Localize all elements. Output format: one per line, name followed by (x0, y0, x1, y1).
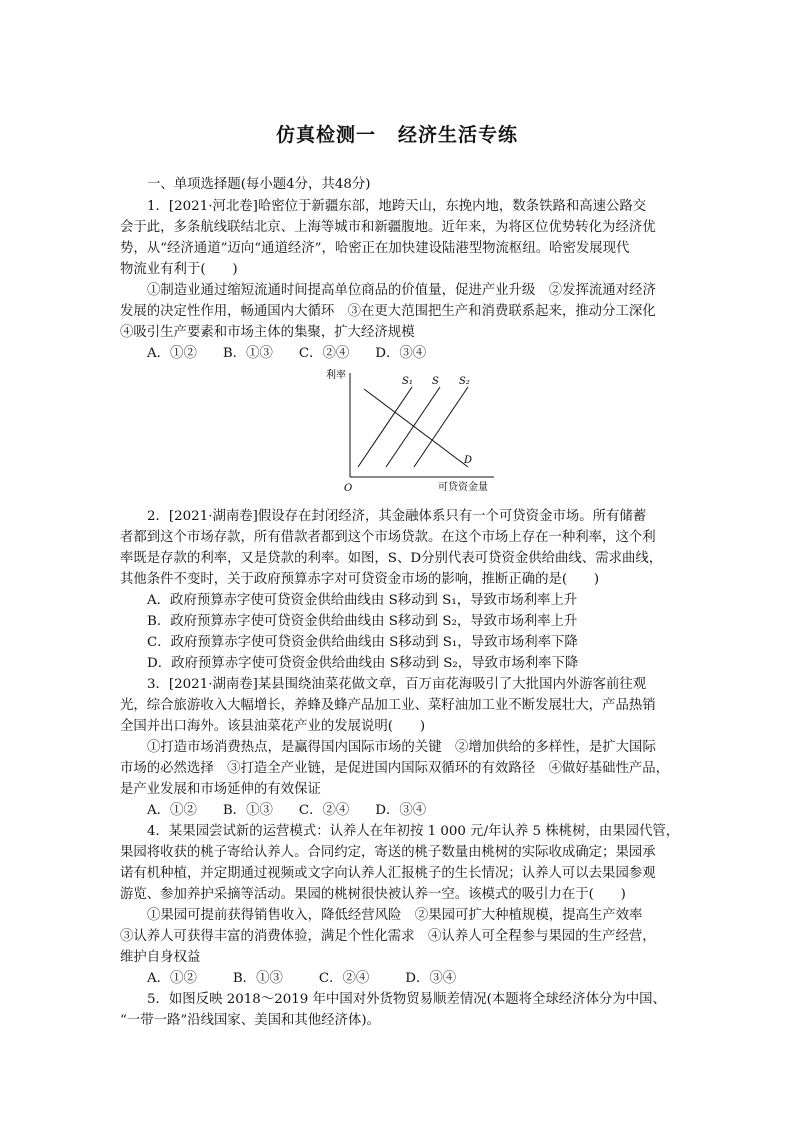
q2-line: 其他条件不变时，关于政府预算赤字对可贷资金市场的影响，推断正确的是( ) (120, 572, 600, 587)
q2-line: 2．[2021·湖南卷]假设存在封闭经济，其金融体系只有一个可贷资金市场。所有储蓄 (147, 509, 647, 524)
q3-line: 是产业发展和市场延伸的有效保证 (120, 782, 321, 797)
curve-s (386, 387, 440, 467)
option-a[interactable]: A．①② (147, 971, 197, 986)
q4-line: ③认养人可获得丰富的消费体验，满足个性化需求 ④认养人可全程参与果园的生产经营， (120, 929, 656, 944)
q4-line: ①果园可提前获得销售收入，降低经营风险 ②果园可扩大种植规模，提高生产效率 (147, 908, 643, 923)
q1-line: 1．[2021·河北卷]哈密位于新疆东部，地跨天山，东挽内地，数条铁路和高速公路交 (147, 199, 647, 214)
option-c[interactable]: C．②④ (298, 346, 350, 361)
q3-line: ①打造市场消费热点，是赢得国内国际市场的关键 ②增加供给的多样性，是扩大国际 (147, 740, 656, 755)
supply-demand-figure (322, 367, 502, 497)
option-c[interactable]: C．②④ (298, 803, 350, 818)
option-c[interactable]: C．②④ (318, 971, 370, 986)
curve-s2 (414, 387, 468, 467)
q3-line: 市场的必然选择 ③打造全产业链，是促进国内国际双循环的有效路径 ④做好基础性产品， (120, 761, 670, 776)
q5-line: “一带一路”沿线国家、美国和其他经济体)。 (120, 1013, 380, 1028)
q3-line: 光，综合旅游收入大幅增长，养蜂及蜂产品加工业、菜籽油加工业不断发展壮大，产品热销 (120, 698, 656, 713)
x-axis-label: 可贷资金量 (438, 482, 488, 493)
q1-line: ④吸引生产要素和市场主体的集聚，扩大经济规模 (120, 325, 415, 340)
q1-line: 会于此，多条航线联结北京、上海等城市和新疆腹地。近年来，为将区位优势转化为经济优 (120, 220, 656, 235)
curve-s1 (358, 387, 412, 467)
label-d: D (464, 455, 473, 466)
option-d[interactable]: D．③④ (375, 803, 427, 818)
q3-line: 3．[2021·湖南卷]某县围绕油菜花做文章，百万亩花海吸引了大批国内外游客前往观 (147, 677, 647, 692)
q3-line: 全国并出口海外。该县油菜花产业的发展说明( ) (120, 719, 426, 734)
label-s1: S₁ (402, 376, 413, 387)
q2-line: 者都到这个市场存款，所有借款者都到这个市场贷款。在这个市场上存在一种利率，这个利 (120, 530, 656, 545)
q2-option-d[interactable]: D．政府预算赤字使可贷资金供给曲线由 S移动到 S₂，导致市场利率下降 (147, 656, 579, 671)
q2-option-b[interactable]: B．政府预算赤字使可贷资金供给曲线由 S移动到 S₂，导致市场利率上升 (147, 614, 578, 629)
q3-options (147, 801, 426, 821)
q4-line: 诺有机种植，并定期通过视频或文字向认养人汇报桃子的生长情况；认养人可以去果园参观 (120, 866, 656, 881)
option-d[interactable]: D．③④ (375, 346, 427, 361)
option-b[interactable]: B．①③ (232, 971, 283, 986)
curve-d (364, 389, 468, 467)
option-b[interactable]: B．①③ (222, 346, 273, 361)
page-title (0, 120, 794, 147)
origin-label: O (344, 483, 353, 494)
q5-line: 5．如图反映 2018～2019 年中国对外货物贸易顺差情况(本题将全球经济体分为中国、 (147, 992, 666, 1007)
q2-line: 率既是存款的利率，又是贷款的利率。如图，S、D分别代表可贷资金供给曲线、需求曲线， (120, 551, 663, 566)
title-sub: 经济生活专练 (398, 124, 519, 146)
q1-line: 发展的决定性作用，畅通国内大循环 ③在更大范围把生产和消费联系起来，推动分工深化 (120, 304, 656, 319)
q4-line: 游览、参加养护采摘等活动。果园的桃树很快被认养一空。该模式的吸引力在于( ) (120, 887, 626, 902)
q4-line: 维护自身权益 (120, 950, 201, 965)
q4-options (147, 969, 456, 989)
q1-line: 势，从“经济通道”迈向“通道经济”，哈密正在加快建设陆港型物流枢纽。哈密发展现代 (120, 241, 630, 256)
section-heading: 一、单项选择题(每小题4分，共48分) (147, 177, 371, 192)
y-axis-label: 利率 (326, 370, 346, 381)
q2-option-c[interactable]: C．政府预算赤字使可贷资金供给曲线由 S移动到 S₁，导致市场利率下降 (147, 635, 578, 650)
option-a[interactable]: A．①② (147, 346, 197, 361)
q2-option-a[interactable]: A．政府预算赤字使可贷资金供给曲线由 S移动到 S₁，导致市场利率上升 (147, 593, 578, 608)
option-d[interactable]: D．③④ (405, 971, 457, 986)
q1-line: ①制造业通过缩短流通时间提高单位商品的价值量，促进产业升级 ②发挥流通对经济 (147, 283, 656, 298)
title-main: 仿真检测一 (275, 124, 376, 146)
q4-line: 果园将收获的桃子寄给认养人。合同约定，寄送的桃子数量由桃树的实际收成确定；果园承 (120, 845, 656, 860)
option-b[interactable]: B．①③ (222, 803, 273, 818)
label-s2: S₂ (459, 376, 470, 387)
q1-line: 物流业有利于( ) (120, 262, 238, 277)
q4-line: 4．某果园尝试新的运营模式：认养人在年初按 1 000 元/年认养 5 株桃树，由果园代管， (147, 824, 680, 839)
q1-options (147, 344, 426, 364)
option-a[interactable]: A．①② (147, 803, 197, 818)
label-s: S (432, 376, 439, 387)
